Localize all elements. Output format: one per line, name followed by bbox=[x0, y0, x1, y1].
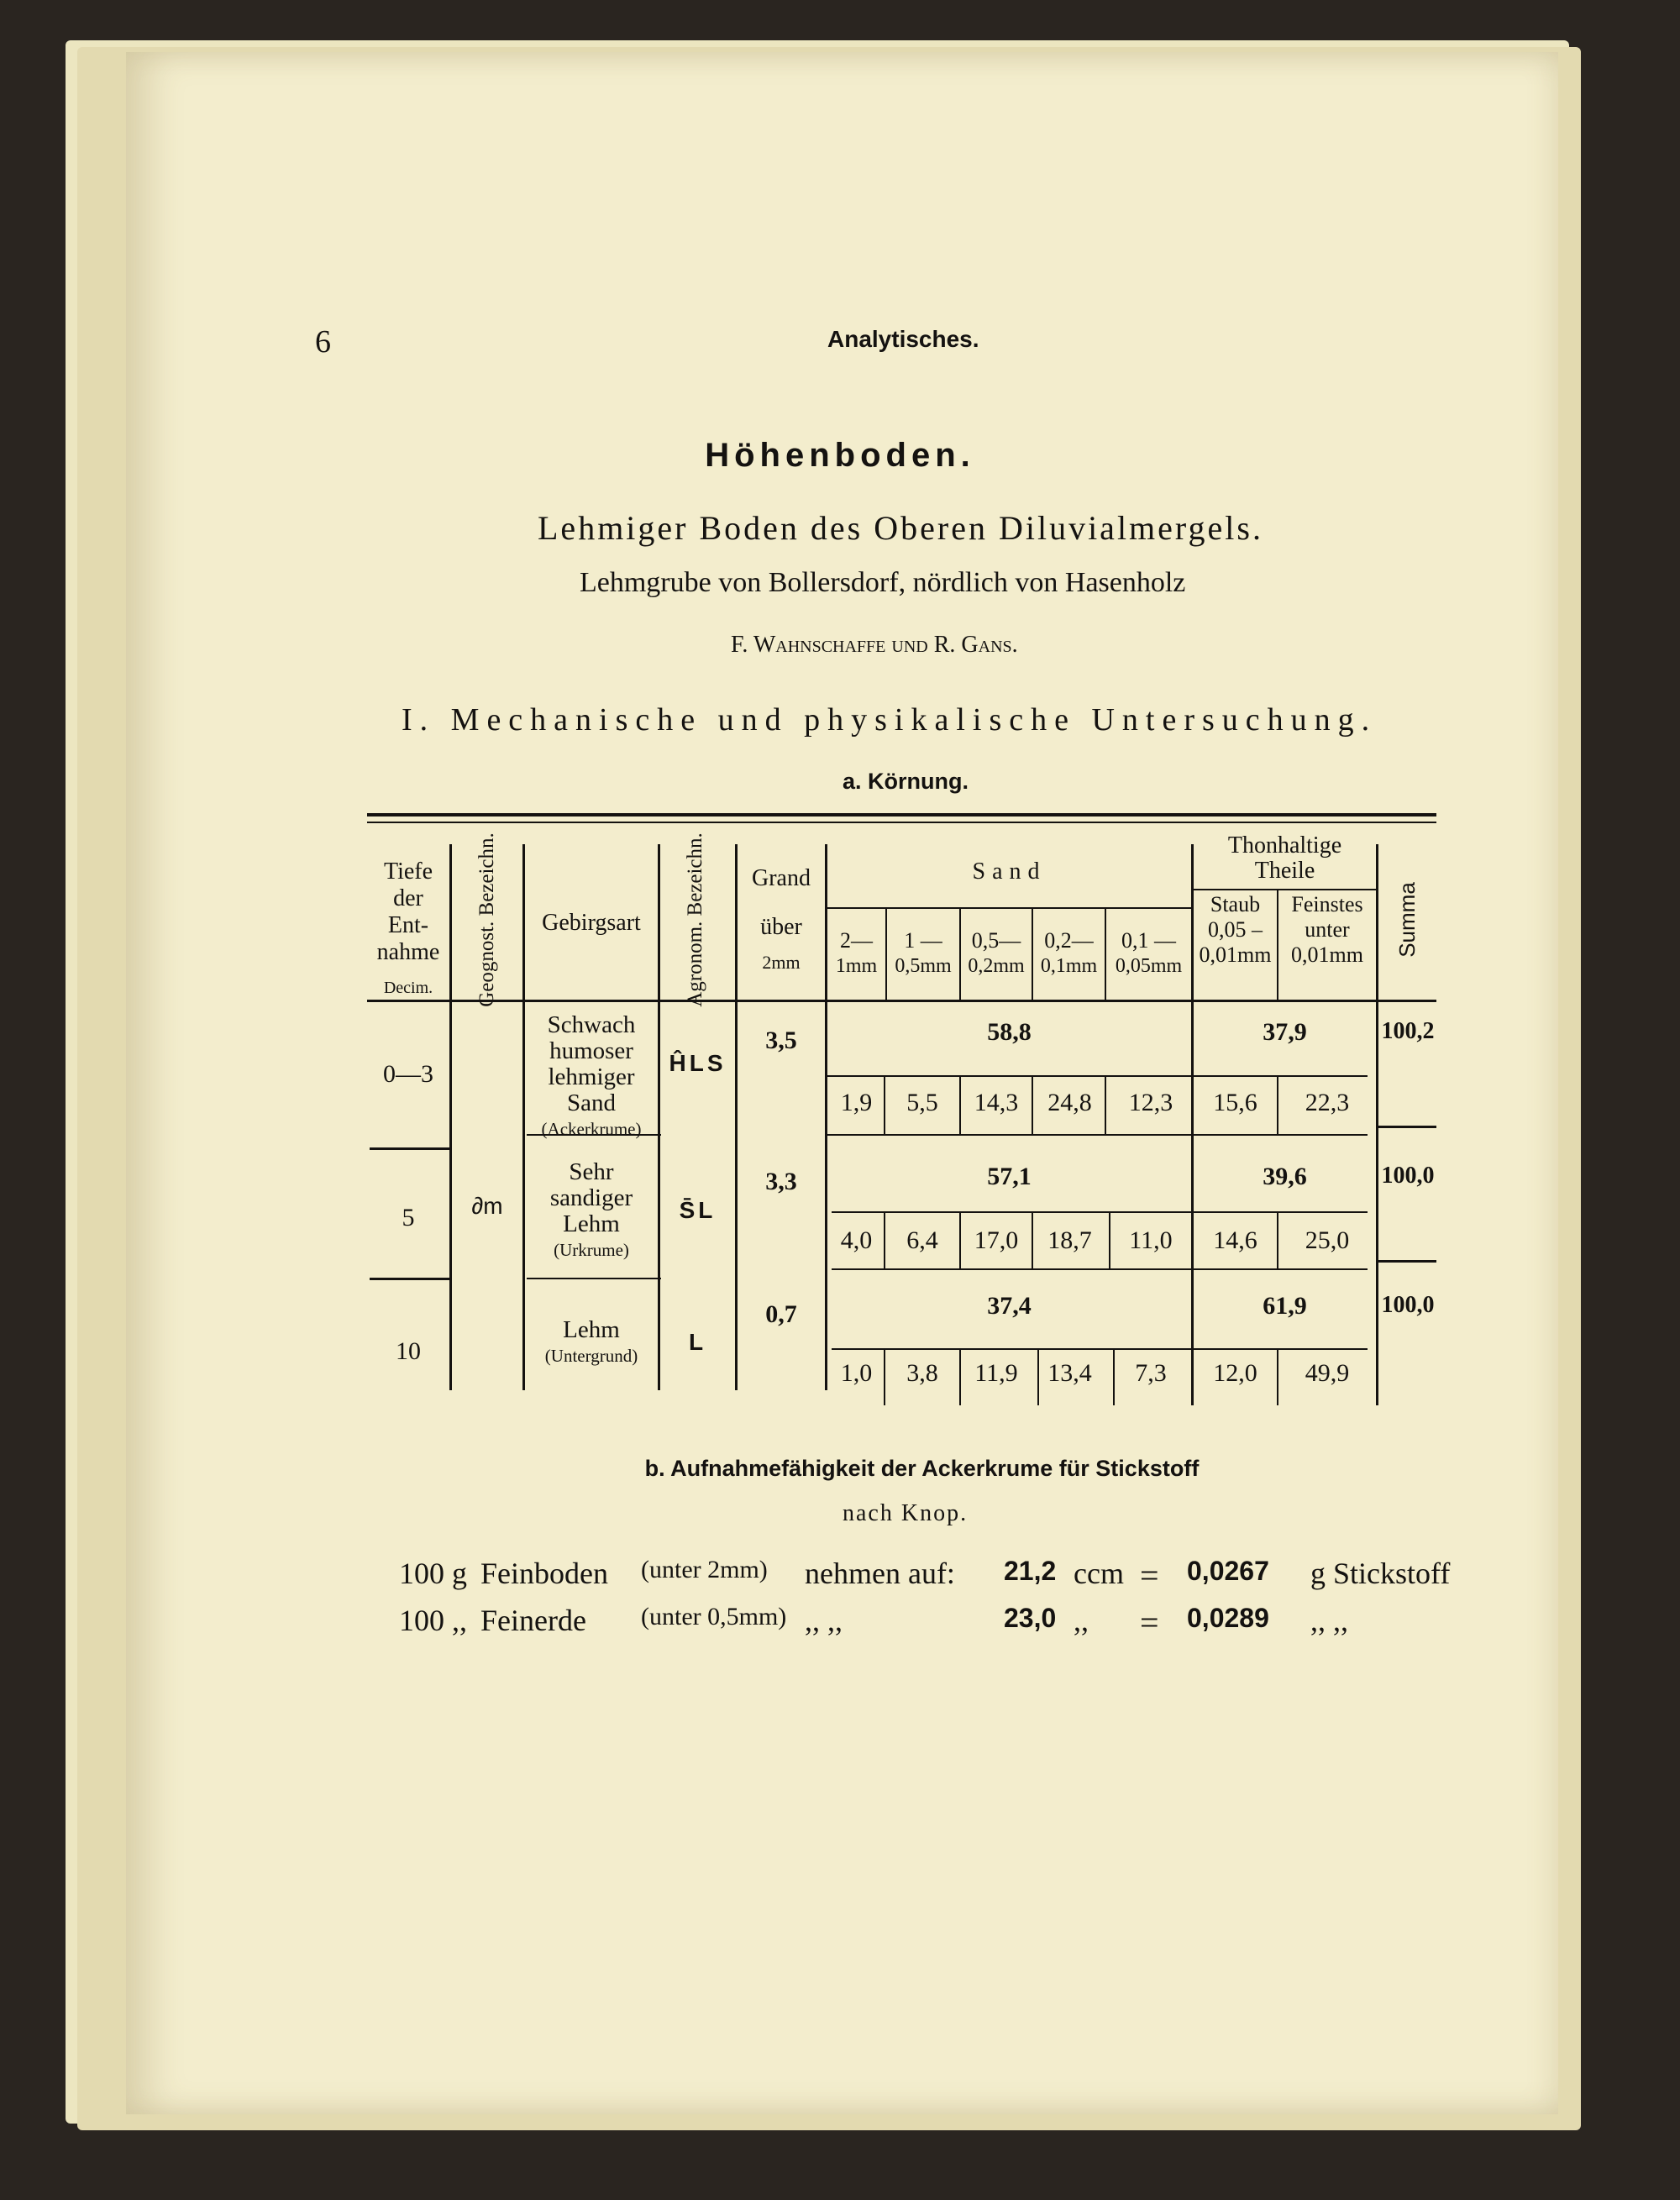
row-1-gebirgsart-line-4: Sand bbox=[567, 1089, 616, 1116]
row-1-thon-total: 37,9 bbox=[1263, 1018, 1307, 1046]
result-2-volume: 23,0 bbox=[1004, 1603, 1057, 1633]
location-line: Lehmgrube von Bollersdorf, nördlich von Hasenholz bbox=[580, 567, 1186, 598]
header-tiefe-line-1: Tiefe bbox=[383, 858, 433, 885]
row-2-gebirgsart-line-2: sandiger bbox=[549, 1184, 633, 1211]
row-1-value-5: 12,3 bbox=[1128, 1089, 1173, 1116]
header-tiefe bbox=[367, 858, 449, 966]
header-grand-line-2: über bbox=[760, 914, 802, 940]
row-1-sand-total: 58,8 bbox=[987, 1018, 1032, 1046]
header-sand-col-1-upper: 2— bbox=[840, 928, 873, 953]
table-top-rule-thin bbox=[367, 822, 1436, 823]
header-feinstes-line-3: 0,01mm bbox=[1291, 942, 1363, 967]
header-sand-col-2 bbox=[887, 928, 959, 979]
row-rule-inner-1b bbox=[827, 1134, 1368, 1136]
row-2-value-7: 25,0 bbox=[1305, 1226, 1350, 1254]
table-top-rule bbox=[367, 813, 1436, 816]
row-3-value-7: 49,9 bbox=[1305, 1359, 1350, 1387]
row-1-value-4: 24,8 bbox=[1047, 1089, 1092, 1116]
page-number: 6 bbox=[315, 324, 331, 360]
row-2-agronom: S̄L bbox=[679, 1197, 717, 1223]
row-1-gebirgsart-line-2: humoser bbox=[549, 1037, 633, 1064]
row-rule-summa-2 bbox=[1378, 1260, 1436, 1263]
header-tiefe-line-3: Ent- bbox=[387, 912, 429, 938]
header-staub-line-3: 0,01mm bbox=[1199, 942, 1272, 967]
header-tiefe-line-4: nahme bbox=[376, 939, 440, 965]
header-geognost: Geognost. Bezeichn. bbox=[475, 832, 498, 1007]
row-2-grand: 3,3 bbox=[765, 1168, 797, 1195]
vrule-3 bbox=[658, 844, 660, 1390]
header-grand-line-3: 2mm bbox=[762, 952, 801, 973]
subsection-a-title: a. Körnung. bbox=[843, 769, 969, 794]
row-3-agronom: L bbox=[688, 1329, 707, 1355]
header-sand-col-5-upper: 0,1 — bbox=[1121, 928, 1176, 953]
header-feinstes bbox=[1278, 892, 1376, 968]
header-tiefe-unit: Decim. bbox=[383, 979, 433, 997]
result-2-spec: (unter 0,5mm) bbox=[641, 1603, 787, 1630]
row-3-value-3: 11,9 bbox=[974, 1359, 1018, 1387]
row-rule-tiefe-1 bbox=[370, 1147, 449, 1150]
header-sand-col-3-lower: 0,2mm bbox=[968, 955, 1025, 977]
row-2-gebirgsart-line-4: (Urkrume) bbox=[554, 1240, 629, 1260]
book-page bbox=[126, 52, 1558, 2114]
header-feinstes-line-2: unter bbox=[1305, 917, 1350, 942]
result-1-mass: 0,0267 bbox=[1187, 1556, 1269, 1586]
header-agronom: Agronom. Bezeichn. bbox=[684, 832, 706, 1007]
header-sand-col-4-upper: 0,2— bbox=[1044, 928, 1094, 953]
subtitle: Lehmiger Boden des Oberen Diluvialmergels. bbox=[538, 509, 1263, 547]
row-1-gebirgsart bbox=[525, 1012, 658, 1142]
result-1-verb: nehmen auf: bbox=[805, 1557, 955, 1590]
page-title: Höhenboden. bbox=[705, 437, 975, 474]
row-1-value-6: 15,6 bbox=[1213, 1089, 1257, 1116]
sand-subheader-rule bbox=[827, 907, 1191, 909]
row-3-tiefe: 10 bbox=[396, 1337, 421, 1365]
result-1-volume: 21,2 bbox=[1004, 1556, 1057, 1586]
result-1-amount: 100 g bbox=[399, 1557, 467, 1590]
row-rule-gebirgsart-2 bbox=[527, 1278, 661, 1279]
row-3-summa: 100,0 bbox=[1381, 1292, 1435, 1318]
running-head: Analytisches. bbox=[827, 326, 979, 352]
header-gebirgsart: Gebirgsart bbox=[542, 910, 641, 936]
row-1-value-3: 14,3 bbox=[974, 1089, 1019, 1116]
row-2-summa: 100,0 bbox=[1381, 1163, 1435, 1189]
header-tiefe-line-2: der bbox=[393, 885, 423, 911]
row-2-tiefe: 5 bbox=[402, 1204, 415, 1231]
row-2-sand-total: 57,1 bbox=[987, 1163, 1032, 1190]
row-1-tiefe: 0—3 bbox=[383, 1060, 433, 1088]
header-thon-line-1: Thonhaltige bbox=[1227, 832, 1342, 858]
row-1-summa: 100,2 bbox=[1381, 1018, 1435, 1044]
vrule-1 bbox=[449, 844, 452, 1390]
row-3-gebirgsart bbox=[525, 1317, 658, 1369]
row-3-sand-total: 37,4 bbox=[987, 1292, 1032, 1320]
header-feinstes-line-1: Feinstes bbox=[1291, 892, 1363, 916]
row-1-value-2: 5,5 bbox=[906, 1089, 938, 1116]
row-2-gebirgsart bbox=[525, 1159, 658, 1263]
row-3-value-4: 13,4 bbox=[1047, 1359, 1092, 1387]
row-3-gebirgsart-line-1: Lehm bbox=[563, 1316, 620, 1343]
row-3-gebirgsart-line-2: (Untergrund) bbox=[544, 1346, 638, 1366]
header-sand-col-3-upper: 0,5— bbox=[971, 928, 1021, 953]
row-3-value-2: 3,8 bbox=[906, 1359, 938, 1387]
row-2-value-5: 11,0 bbox=[1129, 1226, 1173, 1254]
row-2-value-4: 18,7 bbox=[1047, 1226, 1092, 1254]
row-1-gebirgsart-line-1: Schwach bbox=[547, 1011, 636, 1038]
subsection-b-source bbox=[843, 1500, 968, 1527]
row-2-geognost: ∂m bbox=[471, 1193, 503, 1219]
header-thon bbox=[1194, 833, 1376, 884]
row-rule-inner-3a bbox=[832, 1348, 1368, 1350]
result-1-material: Feinboden bbox=[480, 1557, 608, 1590]
result-2-material: Feinerde bbox=[480, 1604, 586, 1637]
header-staub-line-1: Staub bbox=[1210, 892, 1261, 916]
thon-subheader-rule bbox=[1194, 889, 1376, 890]
row-rule-tiefe-2 bbox=[370, 1278, 449, 1280]
header-sand-col-4-lower: 0,1mm bbox=[1040, 955, 1098, 977]
header-grand bbox=[738, 865, 825, 976]
row-rule-summa-1 bbox=[1378, 1126, 1436, 1128]
row-1-gebirgsart-line-5: (Ackerkrume) bbox=[541, 1119, 642, 1139]
row-rule-inner-2b bbox=[832, 1268, 1368, 1270]
result-2-unit: ,, bbox=[1074, 1604, 1089, 1637]
result-2-mass: 0,0289 bbox=[1187, 1603, 1269, 1633]
row-3-grand: 0,7 bbox=[765, 1300, 797, 1328]
header-sand-col-2-upper: 1 — bbox=[904, 928, 942, 953]
row-1-value-7: 22,3 bbox=[1305, 1089, 1350, 1116]
header-sand-col-1 bbox=[827, 928, 885, 979]
header-staub bbox=[1194, 892, 1277, 968]
row-1-gebirgsart-line-3: lehmiger bbox=[548, 1063, 635, 1090]
result-2-amount: 100 ,, bbox=[399, 1604, 467, 1637]
result-1-spec: (unter 2mm) bbox=[641, 1556, 768, 1583]
header-sand-col-5-lower: 0,05mm bbox=[1115, 955, 1183, 977]
header-sand-col-5 bbox=[1106, 928, 1191, 979]
result-1-mass-unit: g Stickstoff bbox=[1310, 1557, 1451, 1590]
result-1-unit: ccm bbox=[1074, 1557, 1124, 1590]
row-2-gebirgsart-line-1: Sehr bbox=[569, 1158, 614, 1185]
row-3-thon-total: 61,9 bbox=[1263, 1292, 1307, 1320]
result-2-mass-unit: ,, ,, bbox=[1310, 1604, 1348, 1637]
row-2-value-2: 6,4 bbox=[906, 1226, 938, 1254]
row-2-value-1: 4,0 bbox=[840, 1226, 873, 1254]
authors-line: F. Wahnschaffe und R. Gans. bbox=[731, 632, 1018, 658]
row-2-value-3: 17,0 bbox=[974, 1226, 1019, 1254]
result-2-verb: ,, ,, bbox=[805, 1604, 843, 1637]
result-2-eq: = bbox=[1140, 1604, 1159, 1641]
subsection-b-title: b. Aufnahmefähigkeit der Ackerkrume für Stickstoff bbox=[644, 1456, 1200, 1481]
row-1-grand: 3,5 bbox=[765, 1026, 797, 1054]
row-1-value-1: 1,9 bbox=[840, 1089, 873, 1116]
header-sand: Sand bbox=[972, 858, 1047, 885]
row-rule-inner-2a bbox=[832, 1211, 1368, 1213]
row-rule-inner-1a bbox=[827, 1075, 1368, 1077]
row-2-value-6: 14,6 bbox=[1213, 1226, 1257, 1254]
subsection-b-source-text: nach Knop. bbox=[843, 1500, 969, 1526]
header-sand-col-3 bbox=[961, 928, 1032, 979]
header-sand-col-1-lower: 1mm bbox=[835, 955, 878, 977]
header-sand-col-2-lower: 0,5mm bbox=[895, 955, 952, 977]
header-grand-line-1: Grand bbox=[752, 865, 811, 891]
row-3-value-1: 1,0 bbox=[840, 1359, 873, 1387]
row-1-agronom: ĤLS bbox=[669, 1050, 727, 1076]
row-2-gebirgsart-line-3: Lehm bbox=[563, 1210, 620, 1237]
data-col-rule-r3-7 bbox=[1376, 1350, 1378, 1405]
row-3-value-6: 12,0 bbox=[1213, 1359, 1257, 1387]
row-2-thon-total: 39,6 bbox=[1263, 1163, 1307, 1190]
result-1-eq: = bbox=[1140, 1557, 1159, 1594]
header-staub-line-2: 0,05 – bbox=[1208, 917, 1263, 942]
row-3-value-5: 7,3 bbox=[1135, 1359, 1167, 1387]
header-thon-line-2: Theile bbox=[1254, 858, 1315, 884]
header-summa: Summa bbox=[1394, 882, 1420, 958]
header-sand-col-4 bbox=[1033, 928, 1105, 979]
section-title: I. Mechanische und physikalische Untersuchung. bbox=[402, 702, 1378, 738]
